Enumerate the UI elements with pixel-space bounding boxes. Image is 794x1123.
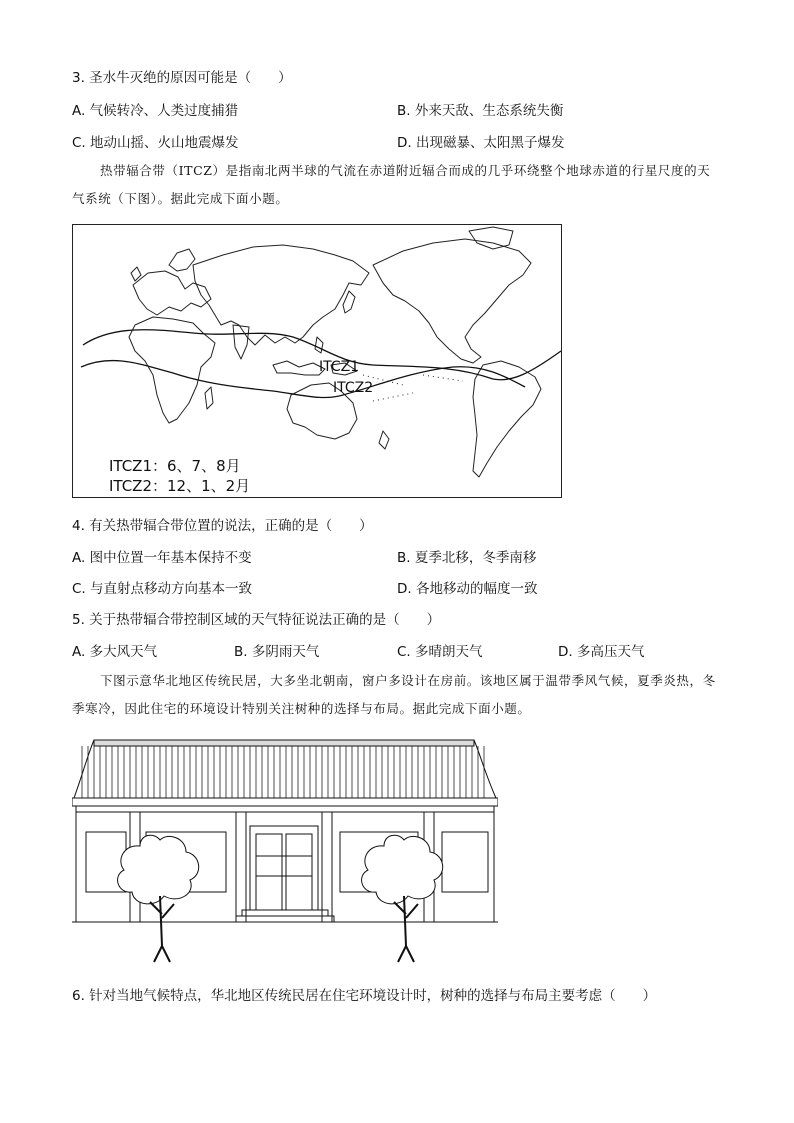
- itcz-world-map: [72, 224, 562, 498]
- option-label: C.: [72, 581, 86, 597]
- question-4-option-d: [397, 577, 537, 597]
- option-label: B.: [234, 644, 248, 660]
- option-text: 多高压天气: [576, 644, 645, 660]
- question-3-stem: 3. 圣水牛灭绝的原因可能是（ ）: [72, 70, 292, 86]
- option-label: A.: [72, 644, 86, 660]
- option-text: 与直射点移动方向基本一致: [90, 581, 253, 597]
- option-text: 气候转冷、人类过度捕猎: [89, 103, 239, 119]
- option-text: 地动山摇、火山地震爆发: [90, 135, 239, 151]
- question-3-option-b: [397, 99, 563, 119]
- option-label: A.: [72, 103, 86, 119]
- eave-band-lower: [76, 806, 494, 812]
- option-label: C.: [72, 135, 86, 151]
- option-label: A.: [72, 550, 86, 566]
- house-drawing: [72, 736, 498, 968]
- question-4-option-c: [72, 577, 252, 597]
- question-3-option-d: [397, 131, 564, 151]
- philippines-outline: [315, 337, 323, 353]
- option-label: D.: [397, 581, 412, 597]
- option-label: D.: [397, 135, 412, 151]
- roof-outline: [74, 740, 496, 798]
- question-3-option-a: [72, 99, 238, 119]
- option-text: 多阴雨天气: [251, 644, 320, 660]
- option-text: 出现磁暴、太阳黑子爆发: [415, 135, 565, 151]
- itcz2-label: ITCZ2: [333, 380, 374, 396]
- asia-outline: [193, 245, 369, 345]
- question-6-stem: 6. 针对当地气候特点，华北地区传统民居在住宅环境设计时，树种的选择与布局主要考虑（ ）: [72, 988, 657, 1004]
- option-text: 外来天敌、生态系统失衡: [414, 103, 564, 119]
- question-3-option-c: [72, 131, 239, 151]
- north-america-outline: [373, 239, 531, 363]
- legend-itcz1: ITCZ1：6、7、8月: [109, 457, 241, 475]
- question-4-stem: 4. 有关热带辐合带位置的说法，正确的是（ ）: [72, 518, 373, 534]
- option-text: 夏季北移，冬季南移: [414, 550, 537, 566]
- option-label: D.: [558, 644, 573, 660]
- eave-band: [72, 798, 498, 806]
- option-text: 各地移动的幅度一致: [415, 581, 538, 597]
- europe-outline: [133, 271, 211, 315]
- question-5-option-d: [558, 640, 644, 660]
- madagascar-outline: [205, 387, 213, 409]
- question-5-option-b: [234, 640, 319, 660]
- question-4-option-a: [72, 546, 252, 566]
- new-zealand-outline: [379, 431, 389, 449]
- option-text: 多晴朗天气: [415, 644, 483, 660]
- pacific-islands-dots: [363, 375, 463, 401]
- question-5-option-a: [72, 640, 157, 660]
- question-5-option-c: [397, 640, 483, 660]
- option-label: B.: [397, 550, 411, 566]
- traditional-house-illustration: [72, 736, 498, 968]
- africa-outline: [129, 317, 215, 423]
- britain-outline: [131, 267, 141, 281]
- india-outline: [233, 325, 249, 359]
- indonesia-outline: [273, 361, 325, 375]
- legend-itcz2: ITCZ2：12、1、2月: [109, 477, 251, 495]
- japan-outline: [343, 291, 355, 313]
- question-5-stem: 5. 关于热带辐合带控制区域的天气特征说法正确的是（ ）: [72, 612, 441, 628]
- option-label: C.: [397, 644, 411, 660]
- scandinavia-outline: [169, 249, 195, 271]
- itcz1-label: ITCZ1: [319, 359, 360, 375]
- roof-ridge: [94, 740, 474, 746]
- intro-paragraph-house: 下图示意华北地区传统民居，大多坐北朝南，窗户多设计在房前。该地区属于温带季风气候，夏季炎热，冬季寒冷，因此住宅的环境设计特别关注树种的选择与布局。据此完成下面小题。: [72, 673, 716, 716]
- option-text: 多大风天气: [89, 644, 158, 660]
- question-4-option-b: [397, 546, 536, 566]
- greenland-outline: [469, 227, 513, 249]
- option-text: 图中位置一年基本保持不变: [89, 550, 252, 566]
- option-label: B.: [397, 103, 411, 119]
- intro-paragraph-itcz: 热带辐合带（ITCZ）是指南北两半球的气流在赤道附近辐合而成的几乎环绕整个地球赤道的行星尺度的天气系统（下图）。据此完成下面小题。: [72, 163, 711, 206]
